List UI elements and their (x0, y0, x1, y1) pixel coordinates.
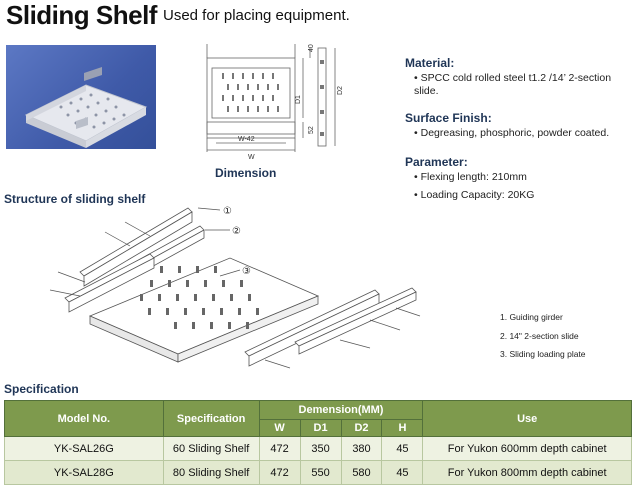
col-header-spec: Specification (163, 401, 259, 437)
col-header-w: W (259, 420, 300, 437)
material-heading: Material: (405, 56, 455, 70)
col-header-model: Model No. (5, 401, 164, 437)
bullet-icon: • (414, 72, 418, 84)
finish-heading: Surface Finish: (405, 111, 492, 125)
dim-label-d2: D2 (337, 86, 344, 95)
col-header-use: Use (423, 401, 632, 437)
dimension-drawing (200, 40, 350, 162)
callout-1: ① (223, 206, 232, 217)
parameter-item (414, 171, 527, 183)
parameter-heading: Parameter: (405, 155, 468, 169)
exploded-view-drawing (40, 200, 470, 380)
cell-w: 472 (259, 461, 300, 485)
material-text: SPCC cold rolled steel t1.2 /14’ 2-section slide. (414, 72, 612, 97)
page-title: Sliding Shelf (6, 0, 157, 30)
parameter-text: Loading Capacity: 20KG (420, 189, 535, 201)
table-row (5, 461, 632, 485)
finish-item (414, 127, 609, 139)
cell-spec: 60 Sliding Shelf (163, 437, 259, 461)
sliding-shelf-photo-icon (6, 45, 156, 149)
dim-label-d1: D1 (295, 95, 302, 104)
col-header-d1: D1 (300, 420, 341, 437)
cell-model: YK-SAL28G (5, 461, 164, 485)
cell-d2: 580 (341, 461, 382, 485)
material-item (414, 72, 634, 98)
col-header-d2: D2 (341, 420, 382, 437)
col-header-h: H (382, 420, 423, 437)
bullet-icon: • (414, 127, 418, 139)
legend-item-1: 1. Guiding girder (500, 312, 563, 322)
cell-d1: 550 (300, 461, 341, 485)
page-subtitle: Used for placing equipment. (163, 7, 350, 24)
cell-use: For Yukon 800mm depth cabinet (423, 461, 632, 485)
cell-use: For Yukon 600mm depth cabinet (423, 437, 632, 461)
cell-h: 45 (382, 437, 423, 461)
cell-d1: 350 (300, 437, 341, 461)
dim-label-w42: W-42 (238, 136, 255, 143)
dim-label-52: 52 (308, 126, 315, 134)
col-header-dimension: Demension(MM) (259, 401, 423, 420)
specification-table (4, 400, 632, 485)
bullet-icon: • (414, 189, 418, 201)
dim-label-w: W (248, 154, 255, 161)
specification-heading: Specification (4, 382, 79, 396)
dim-label-40: 40 (308, 44, 315, 52)
finish-text: Degreasing, phosphoric, powder coated. (420, 127, 610, 139)
dimension-caption: Dimension (215, 166, 277, 180)
callout-2: ② (232, 226, 241, 237)
product-photo (6, 45, 156, 149)
cell-w: 472 (259, 437, 300, 461)
callout-3: ③ (242, 266, 251, 277)
cell-d2: 380 (341, 437, 382, 461)
legend-item-3: 3. Sliding loading plate (500, 349, 586, 359)
legend-item-2: 2. 14" 2-section slide (500, 331, 579, 341)
cell-model: YK-SAL26G (5, 437, 164, 461)
table-row (5, 437, 632, 461)
cell-h: 45 (382, 461, 423, 485)
structure-heading: Structure of sliding shelf (4, 192, 146, 206)
parameter-text: Flexing length: 210mm (420, 171, 527, 183)
cell-spec: 80 Sliding Shelf (163, 461, 259, 485)
bullet-icon: • (414, 171, 418, 183)
